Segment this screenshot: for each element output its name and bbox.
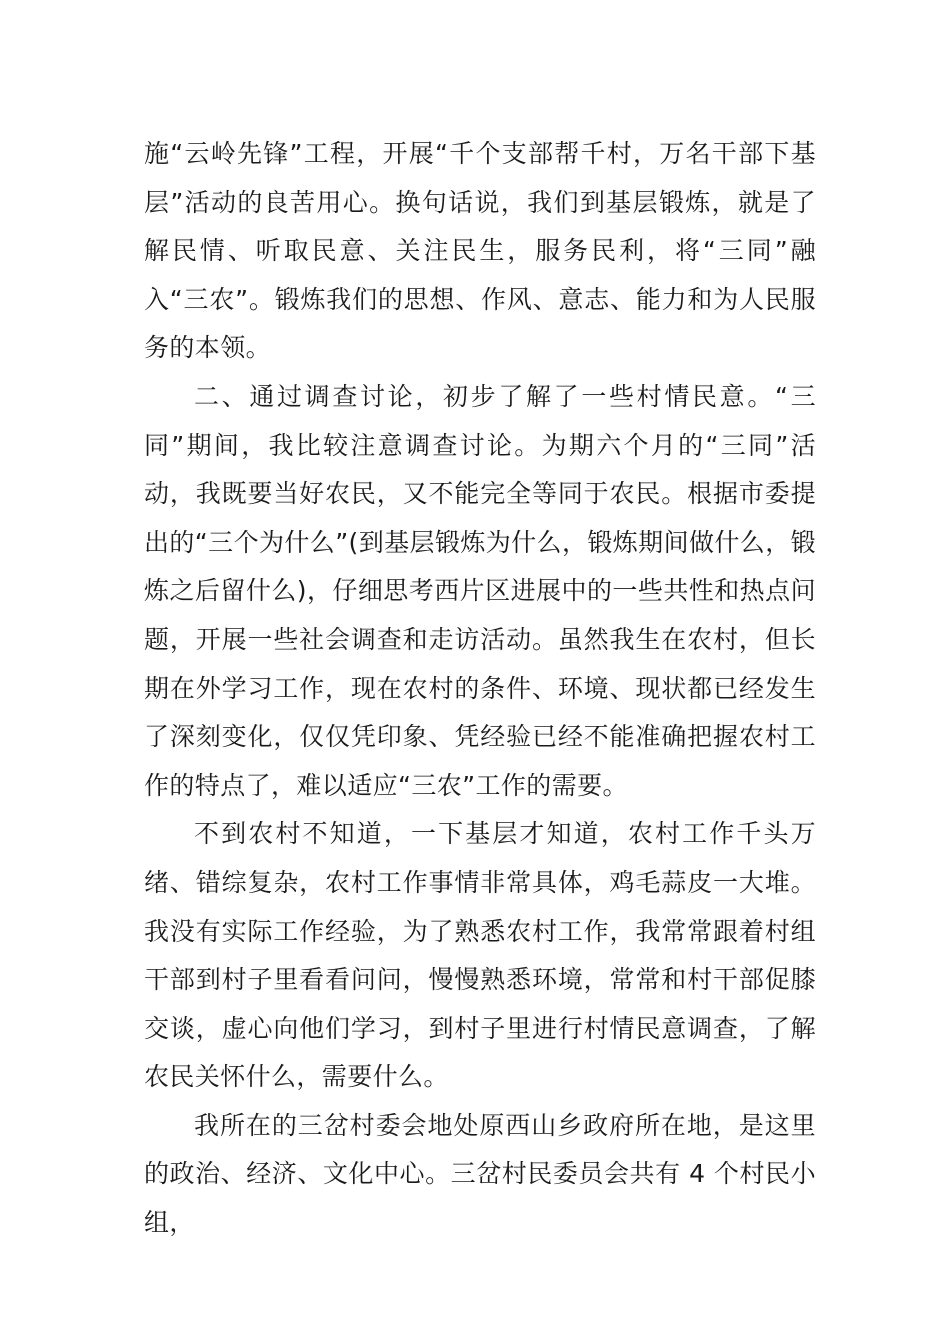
paragraph-4: 我所在的三岔村委会地处原西山乡政府所在地，是这里的政治、经济、文化中心。三岔村民委员会共有 4 个村民小组， <box>144 1110 816 1238</box>
document-body <box>144 130 816 1248</box>
paragraph-1: 施“云岭先锋”工程，开展“千个支部帮千村，万名干部下基层”活动的良苦用心。换句话说，我们到基层锻炼，就是了解民情、听取民意、关注民生，服务民利，将“三同”融入“三农”。锻炼我们的思想、作风、意志、能力和为人民服务的本领。 <box>144 139 816 363</box>
paragraph-2: 二、通过调查讨论，初步了解了一些村情民意。“三同”期间，我比较注意调查讨论。为期六个月的“三同”活动，我既要当好农民，又不能完全等同于农民。根据市委提出的“三个为什么”(到基层锻炼为什么，锻炼期间做什么，锻炼之后留什么)，仔细思考西片区进展中的一些共性和热点问题，开展一些社会调查和走访活动。虽然我生在农村，但长期在外学习工作，现在农村的条件、环境、现状都已经发生了深刻变化，仅仅凭印象、凭经验已经不能准确把握农村工作的特点了，难以适应“三农”工作的需要。 <box>144 381 816 800</box>
paragraph-3: 不到农村不知道，一下基层才知道，农村工作千头万绪、错综复杂，农村工作事情非常具体，鸡毛蒜皮一大堆。我没有实际工作经验，为了熟悉农村工作，我常常跟着村组干部到村子里看看问问，慢慢熟悉环境，常常和村干部促膝交谈，虚心向他们学习，到村子里进行村情民意调查，了解农民关怀什么，需要什么。 <box>144 819 816 1092</box>
